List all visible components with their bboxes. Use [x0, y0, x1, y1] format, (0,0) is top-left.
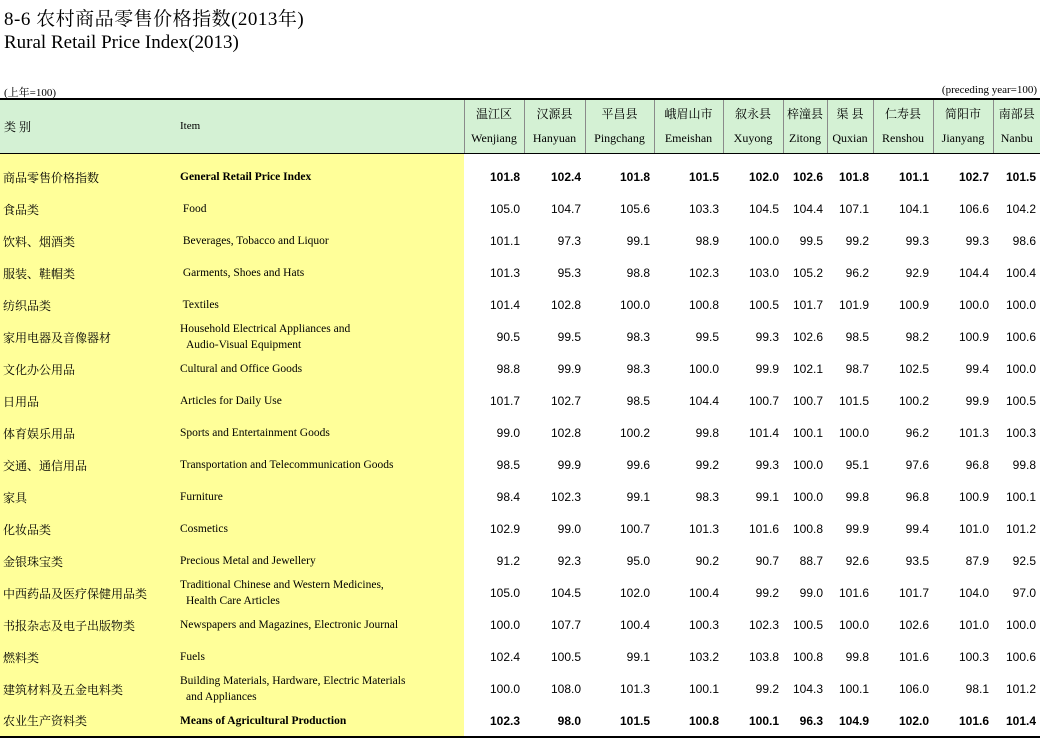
item-label: Sports and Entertainment Goods	[180, 427, 330, 439]
value-cell: 102.0	[748, 170, 779, 184]
value-cell: 99.1	[626, 490, 650, 504]
value-cell: 99.2	[845, 234, 869, 248]
item-label: Newspapers and Magazines, Electronic Journal	[180, 619, 399, 631]
value-cell: 107.7	[550, 618, 581, 632]
value-cell: 99.8	[1012, 458, 1036, 472]
category-cell: 纺织品类	[0, 289, 177, 321]
table-title-english: Rural Retail Price Index(2013)	[4, 32, 239, 53]
value-cell: 99.2	[755, 682, 779, 696]
value-cell: 104.1	[898, 202, 929, 216]
value-cell: 101.9	[838, 298, 869, 312]
value-cell: 91.2	[496, 554, 520, 568]
value-cell: 93.5	[905, 554, 929, 568]
value-cell: 108.0	[550, 682, 581, 696]
table-row	[0, 385, 1040, 417]
place-name-chinese: 简阳市	[944, 107, 981, 122]
item-cell	[177, 609, 464, 641]
value-cell: 103.8	[748, 650, 779, 664]
category-cell: 燃料类	[0, 641, 177, 673]
place-name-chinese: 温江区	[475, 107, 512, 122]
item-label: Textiles	[180, 299, 219, 311]
table-header-row	[0, 99, 1040, 153]
value-cell: 90.2	[695, 554, 719, 568]
item-label-continued: Audio-Visual Equipment	[186, 339, 302, 351]
value-cell: 104.4	[688, 394, 719, 408]
value-cell: 96.2	[845, 266, 869, 280]
value-cell: 101.3	[489, 266, 520, 280]
item-cell	[177, 257, 464, 289]
item-label: Transportation and Telecommunication Goods	[180, 459, 394, 471]
item-label: Traditional Chinese and Western Medicines,	[180, 579, 384, 591]
spacer-cell	[0, 153, 177, 161]
value-cell: 103.2	[688, 650, 719, 664]
header-place-jianyang	[933, 99, 993, 153]
value-cell: 101.1	[898, 170, 929, 184]
header-place-xuyong	[723, 99, 783, 153]
item-cell	[177, 577, 464, 609]
value-cell: 100.0	[489, 682, 520, 696]
place-name-english: Pingchang	[594, 131, 645, 146]
category-cell: 食品类	[0, 193, 177, 225]
place-name-english: Emeishan	[664, 131, 713, 146]
table-row	[0, 449, 1040, 481]
value-cell: 101.8	[619, 170, 650, 184]
value-cell: 102.6	[792, 330, 823, 344]
base-note-english: (preceding year=100)	[941, 84, 1037, 96]
value-cell: 102.3	[748, 618, 779, 632]
item-label: Cosmetics	[180, 523, 228, 535]
value-cell: 100.0	[1005, 362, 1036, 376]
value-cell: 99.1	[755, 490, 779, 504]
header-place-wenjiang	[464, 99, 524, 153]
value-cell: 105.0	[489, 586, 520, 600]
value-cell: 102.6	[792, 170, 823, 184]
value-cell: 87.9	[965, 554, 989, 568]
value-cell: 101.6	[748, 522, 779, 536]
value-cell: 101.8	[489, 170, 520, 184]
table-row	[0, 545, 1040, 577]
base-note-chinese: (上年=100)	[4, 87, 57, 99]
value-cell: 101.5	[585, 705, 654, 737]
value-cell: 100.0	[958, 298, 989, 312]
value-cell: 100.1	[723, 705, 783, 737]
value-cell: 101.4	[748, 426, 779, 440]
table-row	[0, 577, 1040, 609]
value-cell: 105.6	[619, 202, 650, 216]
item-cell	[177, 641, 464, 673]
value-cell: 99.9	[965, 394, 989, 408]
value-cell: 105.0	[489, 202, 520, 216]
value-cell: 99.3	[755, 458, 779, 472]
value-cell: 101.4	[489, 298, 520, 312]
value-cell: 101.0	[958, 522, 989, 536]
value-cell: 96.3	[783, 705, 827, 737]
item-cell	[177, 385, 464, 417]
value-cell: 100.0	[748, 234, 779, 248]
table-row	[0, 481, 1040, 513]
value-cell: 99.0	[557, 522, 581, 536]
value-cell: 100.4	[619, 618, 650, 632]
value-cell: 100.1	[688, 682, 719, 696]
value-cell: 92.6	[845, 554, 869, 568]
value-cell: 102.6	[898, 618, 929, 632]
value-cell: 101.5	[1005, 170, 1036, 184]
item-label: Fuels	[180, 651, 205, 663]
place-name-chinese: 仁寿县	[884, 107, 921, 122]
value-cell: 100.0	[1005, 298, 1036, 312]
value-cell: 99.9	[557, 458, 581, 472]
value-cell: 98.7	[845, 362, 869, 376]
value-cell: 100.0	[1005, 618, 1036, 632]
header-place-emeishan	[654, 99, 723, 153]
value-cell: 100.8	[688, 298, 719, 312]
place-name-english: Renshou	[882, 131, 924, 146]
value-cell: 100.4	[688, 586, 719, 600]
item-label: Food	[180, 203, 207, 215]
place-name-chinese: 南部县	[998, 107, 1035, 122]
place-name-english: Nanbu	[1000, 131, 1033, 146]
value-cell: 101.1	[489, 234, 520, 248]
value-cell: 96.2	[905, 426, 929, 440]
value-cell: 98.8	[626, 266, 650, 280]
value-cell: 99.8	[845, 490, 869, 504]
value-cell: 102.4	[550, 170, 581, 184]
item-cell	[177, 353, 464, 385]
category-cell: 商品零售价格指数	[0, 161, 177, 193]
category-cell: 农业生产资料类	[0, 705, 177, 737]
value-cell: 104.5	[550, 586, 581, 600]
value-cell: 98.2	[905, 330, 929, 344]
table-row	[0, 225, 1040, 257]
value-cell: 96.8	[965, 458, 989, 472]
table-row	[0, 321, 1040, 353]
value-cell: 100.5	[550, 650, 581, 664]
value-cell: 100.7	[792, 394, 823, 408]
table-row	[0, 673, 1040, 705]
header-item: Item	[177, 99, 464, 153]
value-cell: 98.5	[496, 458, 520, 472]
value-cell: 99.3	[965, 234, 989, 248]
value-cell: 101.3	[688, 522, 719, 536]
value-cell: 103.0	[748, 266, 779, 280]
category-cell: 家用电器及音像器材	[0, 321, 177, 353]
value-cell: 99.1	[626, 234, 650, 248]
value-cell: 98.5	[626, 394, 650, 408]
value-cell: 92.5	[1012, 554, 1036, 568]
value-cell: 99.5	[695, 330, 719, 344]
value-cell: 101.2	[1005, 682, 1036, 696]
value-cell: 99.0	[496, 426, 520, 440]
value-cell: 101.5	[838, 394, 869, 408]
item-label: Furniture	[180, 491, 223, 503]
value-cell: 101.7	[489, 394, 520, 408]
spacer-cell	[464, 153, 1040, 161]
value-cell: 100.2	[619, 426, 650, 440]
value-cell: 97.6	[905, 458, 929, 472]
item-label: Means of Agricultural Production	[180, 714, 347, 727]
item-cell	[177, 161, 464, 193]
value-cell: 92.9	[905, 266, 929, 280]
item-cell	[177, 417, 464, 449]
category-cell: 中西药品及医疗保健用品类	[0, 577, 177, 609]
item-label-continued: and Appliances	[186, 691, 257, 703]
value-cell: 104.2	[1005, 202, 1036, 216]
value-cell: 102.0	[873, 705, 933, 737]
value-cell: 107.1	[838, 202, 869, 216]
header-category: 类 别	[0, 99, 177, 153]
value-cell: 100.5	[792, 618, 823, 632]
value-cell: 100.3	[688, 618, 719, 632]
place-name-chinese: 渠 县	[836, 107, 864, 122]
value-cell: 99.2	[695, 458, 719, 472]
value-cell: 100.8	[792, 650, 823, 664]
item-label: Garments, Shoes and Hats	[180, 267, 305, 279]
table-row	[0, 641, 1040, 673]
item-label: Beverages, Tobacco and Liquor	[180, 235, 329, 247]
value-cell: 101.0	[958, 618, 989, 632]
value-cell: 106.0	[898, 682, 929, 696]
category-cell: 文化办公用品	[0, 353, 177, 385]
value-cell: 98.3	[626, 330, 650, 344]
value-cell: 99.6	[626, 458, 650, 472]
value-cell: 98.0	[524, 705, 585, 737]
value-cell: 99.5	[557, 330, 581, 344]
value-cell: 100.2	[898, 394, 929, 408]
value-cell: 95.0	[626, 554, 650, 568]
value-cell: 100.0	[838, 426, 869, 440]
table-row	[0, 161, 1040, 193]
header-place-renshou	[873, 99, 933, 153]
place-name-chinese: 峨眉山市	[664, 107, 713, 122]
value-cell: 99.9	[845, 522, 869, 536]
value-cell: 101.3	[619, 682, 650, 696]
value-cell: 99.3	[755, 330, 779, 344]
value-cell: 100.0	[792, 458, 823, 472]
value-cell: 105.2	[792, 266, 823, 280]
item-cell	[177, 545, 464, 577]
value-cell: 100.7	[748, 394, 779, 408]
place-name-english: Quxian	[832, 131, 868, 146]
value-cell: 99.5	[799, 234, 823, 248]
value-cell: 100.0	[489, 618, 520, 632]
header-place-zitong	[783, 99, 827, 153]
item-cell	[177, 225, 464, 257]
value-cell: 99.2	[755, 586, 779, 600]
item-label: Building Materials, Hardware, Electric Materials	[180, 675, 406, 687]
table-row	[0, 289, 1040, 321]
value-cell: 101.6	[898, 650, 929, 664]
value-cell: 100.0	[619, 298, 650, 312]
item-cell	[177, 673, 464, 705]
value-cell: 99.0	[799, 586, 823, 600]
value-cell: 90.5	[496, 330, 520, 344]
place-name-chinese: 平昌县	[601, 107, 638, 122]
value-cell: 102.8	[550, 298, 581, 312]
value-cell: 104.4	[958, 266, 989, 280]
place-name-english: Wenjiang	[471, 131, 517, 146]
value-cell: 101.8	[838, 170, 869, 184]
value-cell: 102.0	[619, 586, 650, 600]
item-cell	[177, 513, 464, 545]
value-cell: 99.4	[905, 522, 929, 536]
value-cell: 104.4	[792, 202, 823, 216]
item-label: Household Electrical Appliances and	[180, 323, 351, 335]
value-cell: 101.6	[933, 705, 993, 737]
value-cell: 101.7	[792, 298, 823, 312]
value-cell: 103.3	[688, 202, 719, 216]
value-cell: 97.3	[557, 234, 581, 248]
value-cell: 104.7	[550, 202, 581, 216]
value-cell: 100.8	[654, 705, 723, 737]
value-cell: 104.3	[792, 682, 823, 696]
value-cell: 98.6	[1012, 234, 1036, 248]
item-label: Articles for Daily Use	[180, 395, 282, 407]
value-cell: 99.8	[845, 650, 869, 664]
value-cell: 102.9	[489, 522, 520, 536]
value-cell: 102.3	[464, 705, 524, 737]
category-cell: 化妆品类	[0, 513, 177, 545]
value-cell: 96.8	[905, 490, 929, 504]
value-cell: 104.5	[748, 202, 779, 216]
item-cell	[177, 193, 464, 225]
value-cell: 100.0	[838, 618, 869, 632]
category-cell: 金银珠宝类	[0, 545, 177, 577]
item-cell	[177, 481, 464, 513]
category-cell: 体育娱乐用品	[0, 417, 177, 449]
value-cell: 100.7	[619, 522, 650, 536]
value-cell: 100.9	[958, 490, 989, 504]
header-place-pingchang	[585, 99, 654, 153]
value-cell: 99.8	[695, 426, 719, 440]
item-label: Cultural and Office Goods	[180, 363, 303, 375]
value-cell: 102.7	[550, 394, 581, 408]
value-cell: 97.0	[1012, 586, 1036, 600]
value-cell: 101.6	[838, 586, 869, 600]
place-name-chinese: 叙永县	[734, 107, 771, 122]
value-cell: 101.2	[1005, 522, 1036, 536]
value-cell: 92.3	[557, 554, 581, 568]
value-cell: 102.8	[550, 426, 581, 440]
category-cell: 交通、通信用品	[0, 449, 177, 481]
value-cell: 98.1	[965, 682, 989, 696]
header-spacer-row	[0, 153, 1040, 161]
value-cell: 100.1	[792, 426, 823, 440]
table-body	[0, 153, 1040, 737]
value-cell: 100.8	[792, 522, 823, 536]
category-cell: 饮料、烟酒类	[0, 225, 177, 257]
value-cell: 100.1	[1005, 490, 1036, 504]
value-cell: 98.3	[626, 362, 650, 376]
table-row	[0, 705, 1040, 737]
value-cell: 100.3	[958, 650, 989, 664]
value-cell: 101.5	[688, 170, 719, 184]
value-cell: 100.3	[1005, 426, 1036, 440]
place-name-english: Xuyong	[733, 131, 773, 146]
value-cell: 102.4	[489, 650, 520, 664]
table-row	[0, 193, 1040, 225]
value-cell: 101.3	[958, 426, 989, 440]
item-cell	[177, 321, 464, 353]
value-cell: 100.6	[1005, 330, 1036, 344]
value-cell: 100.0	[688, 362, 719, 376]
value-cell: 99.3	[905, 234, 929, 248]
place-name-english: Jianyang	[941, 131, 985, 146]
item-cell	[177, 289, 464, 321]
value-cell: 99.4	[965, 362, 989, 376]
category-cell: 建筑材料及五金电料类	[0, 673, 177, 705]
value-cell: 98.5	[845, 330, 869, 344]
value-cell: 99.9	[755, 362, 779, 376]
value-cell: 98.9	[695, 234, 719, 248]
table-row	[0, 417, 1040, 449]
table-title-chinese: 8-6 农村商品零售价格指数(2013年)	[4, 9, 305, 30]
value-cell: 100.4	[1005, 266, 1036, 280]
table-row	[0, 513, 1040, 545]
item-cell	[177, 705, 464, 737]
table-row	[0, 257, 1040, 289]
value-cell: 98.3	[695, 490, 719, 504]
item-label: General Retail Price Index	[180, 171, 312, 183]
value-cell: 104.9	[827, 705, 873, 737]
value-cell: 88.7	[799, 554, 823, 568]
item-label-continued: Health Care Articles	[186, 595, 280, 607]
value-cell: 100.6	[1005, 650, 1036, 664]
value-cell: 100.1	[838, 682, 869, 696]
table-row	[0, 609, 1040, 641]
value-cell: 99.1	[626, 650, 650, 664]
item-label: Precious Metal and Jewellery	[180, 555, 316, 567]
value-cell: 90.7	[755, 554, 779, 568]
value-cell: 100.9	[958, 330, 989, 344]
value-cell: 100.0	[792, 490, 823, 504]
header-place-hanyuan	[524, 99, 585, 153]
value-cell: 100.5	[748, 298, 779, 312]
spacer-cell	[177, 153, 464, 161]
value-cell: 106.6	[958, 202, 989, 216]
item-cell	[177, 449, 464, 481]
value-cell: 95.3	[557, 266, 581, 280]
place-name-chinese: 汉源县	[536, 107, 573, 122]
value-cell: 102.3	[550, 490, 581, 504]
value-cell: 95.1	[845, 458, 869, 472]
value-cell: 101.4	[993, 705, 1040, 737]
category-cell: 服装、鞋帽类	[0, 257, 177, 289]
value-cell: 100.5	[1005, 394, 1036, 408]
value-cell: 102.1	[792, 362, 823, 376]
value-cell: 104.0	[958, 586, 989, 600]
value-cell: 99.9	[557, 362, 581, 376]
value-cell: 102.3	[688, 266, 719, 280]
value-cell: 98.4	[496, 490, 520, 504]
value-cell: 102.5	[898, 362, 929, 376]
value-cell: 101.7	[898, 586, 929, 600]
category-cell: 家具	[0, 481, 177, 513]
value-cell: 102.7	[958, 170, 989, 184]
place-name-english: Hanyuan	[532, 131, 577, 146]
category-cell: 日用品	[0, 385, 177, 417]
place-name-english: Zitong	[789, 131, 821, 146]
place-name-chinese: 梓潼县	[786, 107, 823, 122]
table-row	[0, 353, 1040, 385]
header-place-nanbu	[993, 99, 1040, 153]
category-cell: 书报杂志及电子出版物类	[0, 609, 177, 641]
header-place-quxian	[827, 99, 873, 153]
value-cell: 100.9	[898, 298, 929, 312]
price-index-table	[0, 98, 1040, 738]
value-cell: 98.8	[496, 362, 520, 376]
